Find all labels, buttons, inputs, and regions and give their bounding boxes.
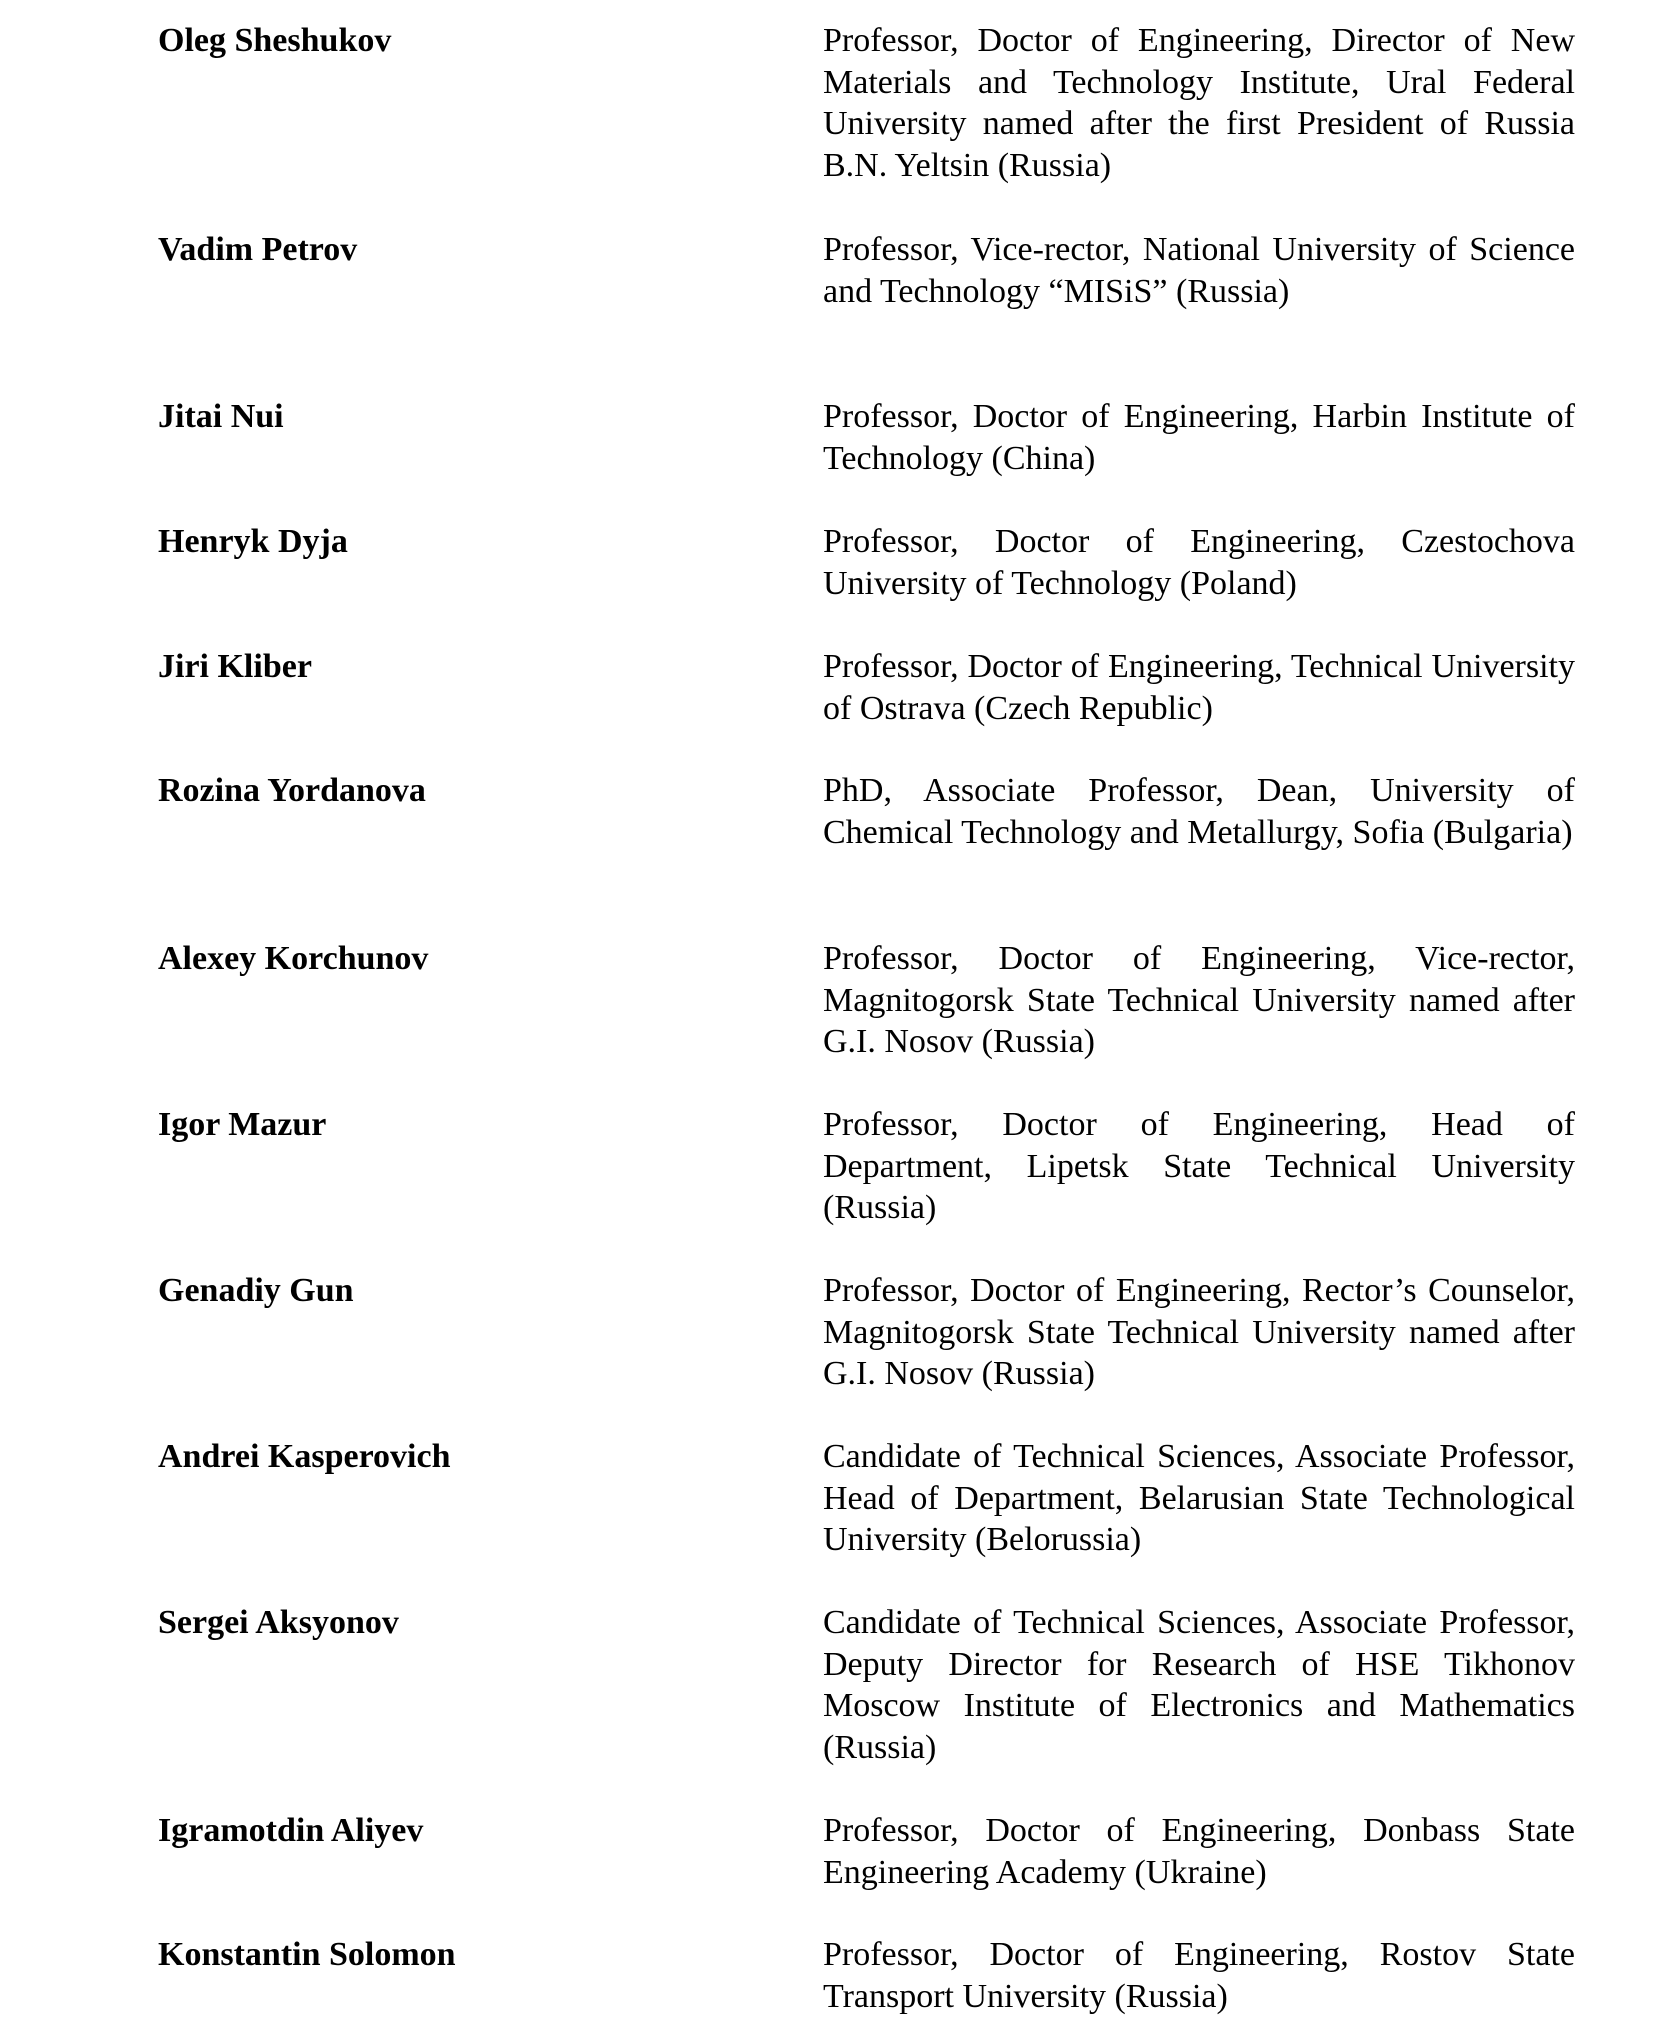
member-description: Professor, Doctor of Engineering, Donbass State Engineering Academy (Ukraine) <box>823 1812 1575 1891</box>
member-description: Professor, Doctor of Engineering, Rector’s Counselor, Magnitogorsk State Technical University named after G.I. Nosov (Russia) <box>823 1272 1575 1392</box>
member-name: Alexey Korchunov <box>158 940 429 977</box>
member-description: Professor, Doctor of Engineering, Head of Department, Lipetsk State Technical University (Russia) <box>823 1106 1575 1226</box>
member-name: Igor Mazur <box>158 1106 327 1143</box>
member-name: Henryk Dyja <box>158 523 348 560</box>
member-description: Candidate of Technical Sciences, Associate Professor, Head of Department, Belarusian State Technological University (Belorussia) <box>823 1438 1575 1558</box>
member-name: Jitai Nui <box>158 398 284 435</box>
member-name: Andrei Kasperovich <box>158 1438 451 1475</box>
member-description: Professor, Doctor of Engineering, Rostov State Transport University (Russia) <box>823 1936 1575 2015</box>
member-name: Jiri Kliber <box>158 648 312 685</box>
member-description: Professor, Doctor of Engineering, Harbin Institute of Technology (China) <box>823 398 1575 477</box>
member-description: Professor, Doctor of Engineering, Vice-rector, Magnitogorsk State Technical University named after G.I. Nosov (Russia) <box>823 940 1575 1060</box>
member-description: PhD, Associate Professor, Dean, University of Chemical Technology and Metallurgy, Sofia (Bulgaria) <box>823 772 1575 851</box>
member-name: Genadiy Gun <box>158 1272 354 1309</box>
member-name: Sergei Aksyonov <box>158 1604 399 1641</box>
member-description: Candidate of Technical Sciences, Associate Professor, Deputy Director for Research of HSE Tikhonov Moscow Institute of Electronics and Mathematics (Russia) <box>823 1604 1575 1766</box>
member-description: Professor, Doctor of Engineering, Technical University of Ostrava (Czech Republic) <box>823 648 1575 727</box>
member-name: Konstantin Solomon <box>158 1936 456 1973</box>
member-description: Professor, Vice-rector, National University of Science and Technology “MISiS” (Russia) <box>823 231 1575 310</box>
member-name: Igramotdin Aliyev <box>158 1812 424 1849</box>
member-description: Professor, Doctor of Engineering, Director of New Materials and Technology Institute, Ural Federal University named after the first President of Russia B.N. Yeltsin (Russia) <box>823 22 1575 184</box>
member-name: Vadim Petrov <box>158 231 358 268</box>
member-name: Oleg Sheshukov <box>158 22 392 59</box>
member-name: Rozina Yordanova <box>158 772 426 809</box>
member-description: Professor, Doctor of Engineering, Czestochova University of Technology (Poland) <box>823 523 1575 602</box>
